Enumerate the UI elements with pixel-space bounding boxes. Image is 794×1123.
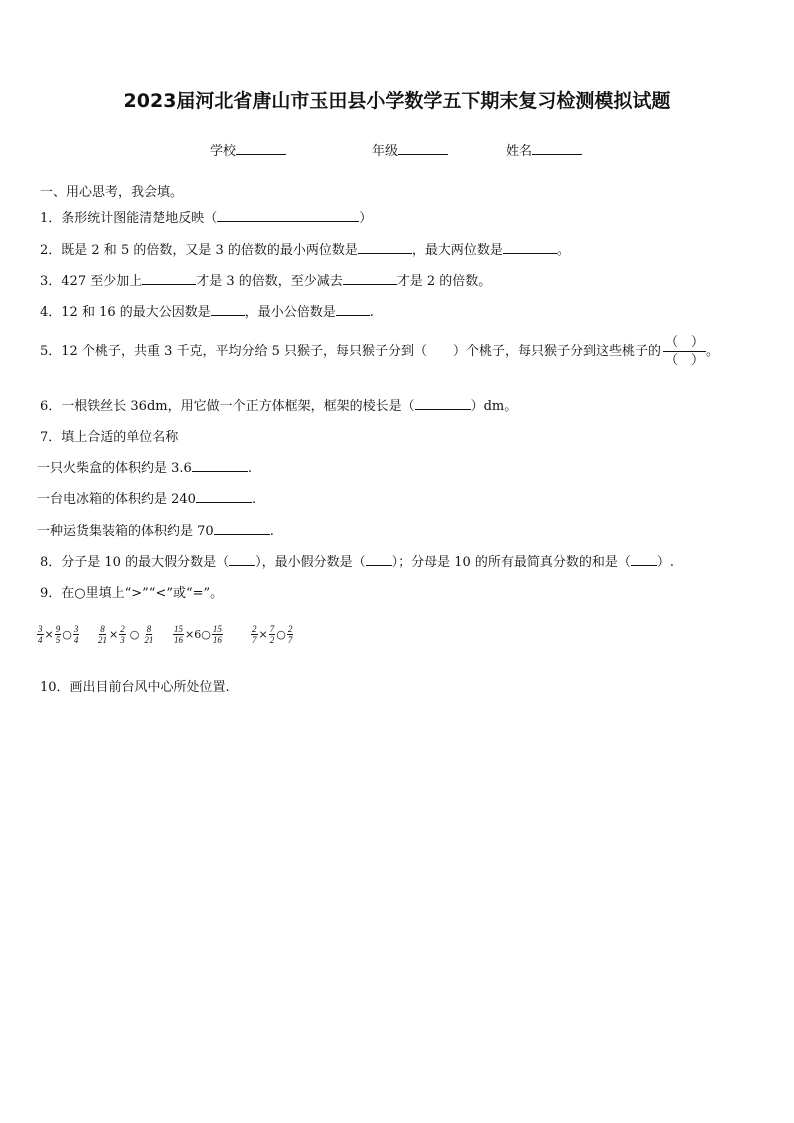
q7-blank-3[interactable] <box>214 521 270 535</box>
q7-line-1 <box>37 457 252 476</box>
q5-frac-top: （ ） <box>665 335 705 350</box>
q5-frac-bottom: （ ） <box>665 353 705 368</box>
fraction: $\frac{3}{4}$ <box>73 624 79 645</box>
fraction: $\frac{15}{16}$ <box>212 624 222 645</box>
q7-l2-text: 一台电冰箱的体积约是 240 <box>37 492 196 507</box>
section-heading: 一、用心思考，我会填。 <box>40 185 184 200</box>
fraction: $\frac{2}{7}$ <box>252 624 257 645</box>
q9-item-3 <box>172 624 224 645</box>
q8-text-c: ）；分母是 10 的所有最简真分数的和是（ <box>391 555 631 570</box>
q7-l3-dot: . <box>269 524 274 539</box>
q3-blank-1[interactable] <box>142 271 196 285</box>
q2-blank-2[interactable] <box>503 240 557 254</box>
q7-blank-1[interactable] <box>192 458 248 472</box>
fraction: $\frac{2}{7}$ <box>287 624 293 645</box>
q6-blank[interactable] <box>415 396 471 410</box>
q7-blank-2[interactable] <box>196 489 252 503</box>
question-2 <box>40 239 570 258</box>
grade-blank[interactable] <box>398 141 448 155</box>
question-1 <box>40 207 372 226</box>
q8-text-b: ），最小假分数是（ <box>255 555 366 570</box>
name-field <box>506 140 582 159</box>
q8-blank-3[interactable] <box>631 552 657 566</box>
q1-blank[interactable] <box>217 208 359 222</box>
q3-text-c: 才是 2 的倍数。 <box>396 274 492 289</box>
q4-text-c: . <box>369 305 374 320</box>
fraction: $\frac{8}{21}$ <box>98 624 107 645</box>
q1-text: 1．条形统计图能清楚地反映（ <box>40 211 218 226</box>
school-field <box>210 140 286 159</box>
fraction: $\frac{7}{2}$ <box>269 624 275 645</box>
q9-item-1 <box>36 624 80 645</box>
multiply-sign: × <box>258 628 268 641</box>
grade-field <box>372 140 448 159</box>
question-4 <box>40 301 374 320</box>
q6-text-a: 6．一根铁丝长 36dm，用它做一个正方体框架，框架的棱长是（ <box>40 399 415 414</box>
q3-text-a: 3．427 至少加上 <box>40 274 143 289</box>
q7-l1-text: 一只火柴盒的体积约是 3.6 <box>37 461 192 476</box>
q7-l2-dot: . <box>251 492 257 507</box>
fraction: $\frac{3}{4}$ <box>38 624 43 645</box>
q8-blank-2[interactable] <box>366 552 392 566</box>
school-label: 学校 <box>210 144 237 159</box>
q5-fraction-blank[interactable] <box>663 334 706 369</box>
name-blank[interactable] <box>532 141 582 155</box>
q9-item-2 <box>96 624 155 645</box>
q6-text-b: ）dm。 <box>470 399 518 414</box>
fraction: $\frac{9}{5}$ <box>55 624 61 645</box>
name-label: 姓名 <box>506 144 533 159</box>
question-3 <box>40 270 491 289</box>
compare-circle[interactable]: ○ <box>62 628 72 641</box>
question-5 <box>40 334 719 369</box>
q9-item-4 <box>250 624 294 645</box>
multiply-six-compare[interactable]: ×6○ <box>185 628 211 641</box>
q7-line-3 <box>37 520 274 539</box>
exam-title: 2023届河北省唐山市玉田县小学数学五下期末复习检测模拟试题 <box>123 90 671 112</box>
q2-text-c: 。 <box>556 243 570 258</box>
grade-label: 年级 <box>372 144 399 159</box>
school-blank[interactable] <box>236 141 286 155</box>
multiply-sign: × <box>109 628 119 641</box>
fraction: $\frac{15}{16}$ <box>174 624 183 645</box>
question-7-heading: 7．填上合适的单位名称 <box>40 430 179 445</box>
question-10: 10．画出目前台风中心所处位置. <box>40 680 230 695</box>
fraction: $\frac{8}{21}$ <box>144 624 154 645</box>
compare-circle[interactable]: ○ <box>129 628 140 641</box>
q7-line-2 <box>37 488 256 507</box>
q8-text-a: 8．分子是 10 的最大假分数是（ <box>40 555 230 570</box>
q4-text-b: ，最小公倍数是 <box>244 305 336 320</box>
q2-text-a: 2．既是 2 和 5 的倍数，又是 3 的倍数的最小两位数是 <box>40 243 358 258</box>
compare-circle[interactable]: ○ <box>276 628 286 641</box>
q4-blank-2[interactable] <box>336 302 370 316</box>
q8-text-d: ）. <box>656 555 675 570</box>
multiply-sign: × <box>44 628 54 641</box>
question-8 <box>40 551 674 570</box>
q7-l3-text: 一种运货集装箱的体积约是 70 <box>37 524 214 539</box>
fraction: $\frac{2}{3}$ <box>120 624 125 645</box>
q4-text-a: 4．12 和 16 的最大公因数是 <box>40 305 211 320</box>
q5-end: 。 <box>706 344 720 359</box>
q2-blank-1[interactable] <box>358 240 412 254</box>
question-6 <box>40 395 517 414</box>
q3-text-b: 才是 3 的倍数，至少减去 <box>196 274 343 289</box>
q7-l1-dot: . <box>247 461 252 476</box>
q3-blank-2[interactable] <box>343 271 397 285</box>
q1-end: ） <box>359 211 373 226</box>
q5-text: 5．12 个桃子，共重 3 千克，平均分给 5 只猴子，每只猴子分到（ ）个桃子，每只猴子分到这些桃子的 <box>40 344 662 359</box>
q2-text-b: ，最大两位数是 <box>411 243 503 258</box>
question-9-heading: 9．在○里填上“>”“<”或“=”。 <box>40 586 224 601</box>
q4-blank-1[interactable] <box>211 302 245 316</box>
q8-blank-1[interactable] <box>229 552 255 566</box>
